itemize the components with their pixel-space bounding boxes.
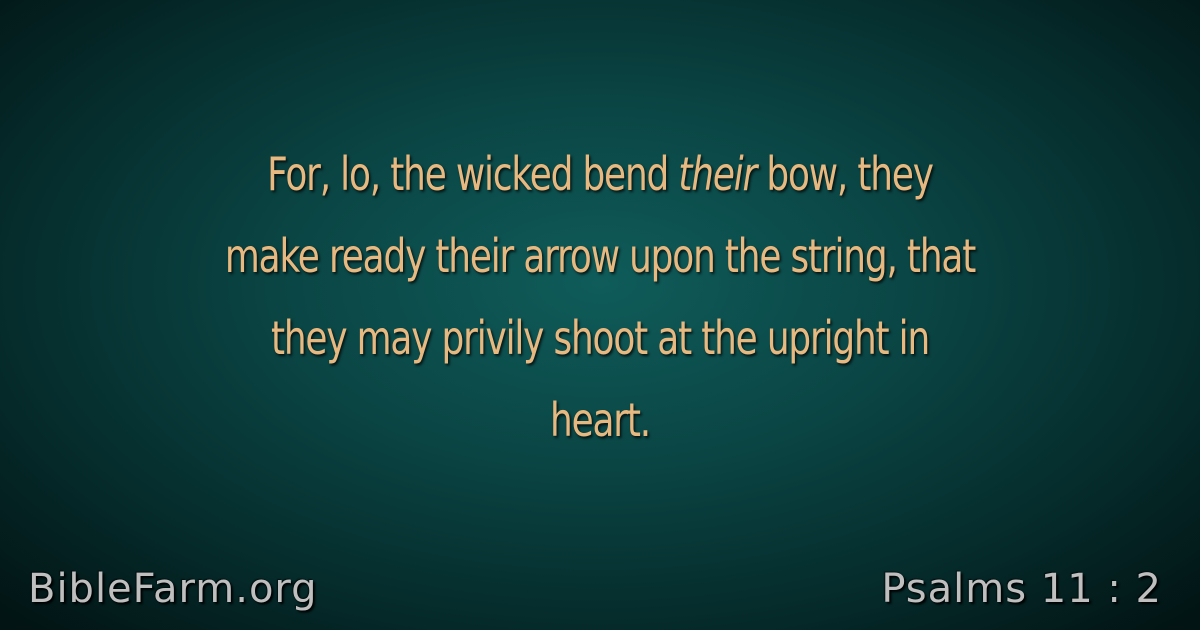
verse-line-1-before: For, lo, the wicked bend [267, 147, 679, 201]
verse-line-1 [163, 133, 1037, 215]
verse-line-4: heart. [549, 393, 651, 447]
site-name: BibleFarm.org [28, 566, 318, 612]
verse-emphasis: their [678, 147, 757, 201]
verse-line-3: they may privily shoot at the upright in [270, 311, 930, 365]
verse-line-2: make ready their arrow upon the string, that [224, 229, 976, 283]
verse-text [163, 133, 1037, 461]
verse-reference: Psalms 11 : 2 [881, 566, 1162, 612]
verse-line-1-after: bow, they [756, 147, 933, 201]
